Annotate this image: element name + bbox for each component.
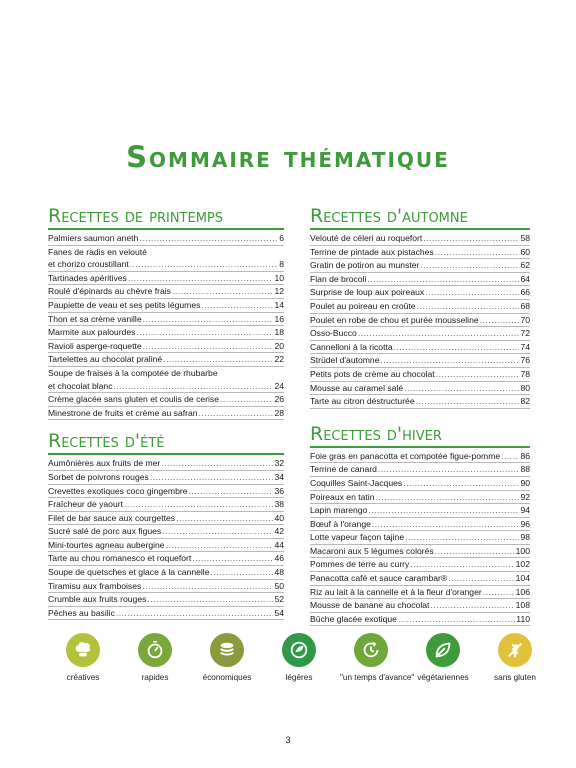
page-ref: 24 (274, 380, 284, 391)
page-ref: 60 (520, 246, 530, 257)
page-ref: 44 (274, 539, 284, 550)
section-ete (48, 430, 284, 620)
dot-leader (398, 613, 515, 626)
toc-entry-line (48, 407, 284, 421)
toc-entry-line (310, 586, 530, 600)
page-ref: 104 (515, 573, 530, 584)
toc-entry (310, 531, 530, 545)
page-ref: 110 (516, 613, 530, 624)
toc-entry (310, 273, 530, 287)
dot-leader (142, 580, 273, 593)
toc-entry (48, 393, 284, 407)
page-ref: 72 (520, 328, 530, 339)
section-title-hiver: Recettes d'hiver (310, 423, 530, 448)
page-ref: 12 (274, 286, 284, 297)
recipe-title: Tiramisu aux framboises (48, 580, 142, 591)
dot-leader (163, 353, 273, 366)
recipe-list-automne (310, 232, 530, 409)
toc-entry (48, 313, 284, 327)
toc-entry (310, 558, 530, 572)
section-hiver (310, 423, 530, 627)
toc-entry-line (310, 341, 530, 355)
recipe-title: Foie gras en panacotta et compotée figue-pomme (310, 450, 501, 461)
leaf-icon (426, 633, 460, 667)
toc-entry-line (48, 471, 284, 485)
toc-entry-line (48, 380, 284, 394)
dot-leader (403, 477, 519, 490)
toc-entry-line (48, 258, 284, 272)
toc-entry (310, 613, 530, 627)
toc-entry (48, 326, 284, 340)
recipe-title: Marmite aux palourdes (48, 327, 136, 338)
toc-entry-line (48, 552, 284, 566)
dot-leader (435, 545, 515, 558)
dot-leader (143, 313, 274, 326)
toc-entry (48, 232, 284, 246)
toc-entry-line (310, 273, 530, 287)
toc-entry-line (310, 463, 530, 477)
toc-entry-line (310, 286, 530, 300)
recipe-title: Surprise de loup aux poireaux (310, 287, 425, 298)
section-title-automne: Recettes d'automne (310, 205, 530, 230)
toc-entry-line (48, 607, 284, 621)
recipe-title: Tarte au citron déstructurée (310, 396, 415, 407)
page-ref: 46 (274, 553, 284, 564)
toc-entry (310, 477, 530, 491)
toc-entry (48, 407, 284, 421)
page-ref: 66 (520, 287, 530, 298)
recipe-title: et chocolat blanc (48, 380, 113, 391)
toc-entry (310, 586, 530, 600)
dot-leader (162, 525, 273, 538)
page-ref: 42 (274, 526, 284, 537)
section-printemps (48, 205, 284, 420)
toc-entry-line (310, 354, 530, 368)
page-ref: 108 (515, 600, 530, 611)
category-rapides (124, 633, 186, 683)
recipe-title: Soupe de fraises à la compotée de rhubarbe (48, 367, 218, 378)
toc-entry-line (48, 313, 284, 327)
recipe-title: Poulet en robe de chou et purée mousseline (310, 314, 479, 325)
page-ref: 102 (515, 559, 530, 570)
toc-entry (310, 314, 530, 328)
toc-entry (310, 491, 530, 505)
dot-leader (116, 607, 274, 620)
toc-entry-line (310, 327, 530, 341)
toc-entry-line (310, 491, 530, 505)
category-label: rapides (141, 673, 169, 682)
toc-entry-line (48, 580, 284, 594)
toc-entry (310, 341, 530, 355)
toc-entry (48, 580, 284, 594)
toc-entry-line (310, 314, 530, 328)
page-ref: 96 (520, 518, 530, 529)
toc-entry-line (48, 272, 284, 286)
toc-entry (310, 300, 530, 314)
globe-leaf-icon (282, 633, 316, 667)
dot-leader (124, 498, 273, 511)
dot-leader (367, 273, 519, 286)
page-ref: 70 (520, 314, 530, 325)
toc-entry-line-continued (48, 367, 284, 380)
dot-leader (143, 340, 274, 353)
recipe-title: Flan de brocoli (310, 273, 367, 284)
dot-leader (501, 450, 519, 463)
toc-entry (48, 539, 284, 553)
page-ref: 32 (274, 458, 284, 469)
dot-leader (139, 232, 278, 245)
recipe-title: Fraîcheur de yaourt (48, 499, 123, 510)
page-ref: 74 (520, 341, 530, 352)
toc-entry (48, 457, 284, 471)
toc-entry (48, 566, 284, 580)
recipe-title: Crème glacée sans gluten et coulis de cerise (48, 394, 220, 405)
toc-entry-line-continued (48, 246, 284, 259)
category-legeres (268, 633, 330, 683)
dot-leader (378, 463, 520, 476)
dot-leader (211, 566, 274, 579)
recipe-title: Sorbet de poivrons rouges (48, 471, 149, 482)
recipe-title: Pommes de terre au curry (310, 559, 410, 570)
toc-entry (310, 463, 530, 477)
dot-leader (199, 407, 274, 420)
page-ref: 10 (274, 272, 284, 283)
toc-entry-line (310, 450, 530, 464)
toc-entry (310, 368, 530, 382)
category-creatives (52, 633, 114, 683)
page-ref: 90 (520, 477, 530, 488)
toc-entry (310, 395, 530, 409)
section-title-ete: Recettes d'été (48, 430, 284, 455)
dot-leader (372, 518, 520, 531)
category-legend (52, 633, 546, 683)
dot-leader (128, 272, 274, 285)
recipe-title: Mini-tourtes agneau aubergine (48, 539, 165, 550)
category-label: légères (285, 673, 313, 682)
section-automne (310, 205, 530, 409)
toc-entry-line (48, 457, 284, 471)
page-ref: 50 (274, 580, 284, 591)
page-ref: 94 (520, 505, 530, 516)
page-ref: 52 (274, 594, 284, 605)
toc-entry (310, 572, 530, 586)
recipe-title: Terrine de canard (310, 464, 377, 475)
toc-entry-line (48, 512, 284, 526)
toc-entry (310, 450, 530, 464)
page-ref: 54 (274, 607, 284, 618)
toc-entry-line (48, 353, 284, 367)
recipe-title: Poulet au poireau en croûte (310, 300, 416, 311)
page-ref: 22 (274, 354, 284, 365)
recipe-title: et chorizo croustillant (48, 259, 129, 270)
toc-entry-line (48, 485, 284, 499)
toc-entry (310, 246, 530, 260)
recipe-title: Lapin marengo (310, 505, 368, 516)
toc-entry-line (48, 232, 284, 246)
recipe-title: Soupe de quetsches et glace à la cannelle (48, 567, 210, 578)
page-ref: 14 (274, 299, 284, 310)
recipe-title: Strüdel d'automne (310, 355, 380, 366)
dot-leader (189, 485, 274, 498)
dot-leader (404, 382, 519, 395)
toc-entry-line (48, 340, 284, 354)
recipe-title: Riz au lait à la cannelle et à la fleur d'oranger (310, 586, 482, 597)
page-ref: 86 (520, 450, 530, 461)
toc-entry-line (310, 259, 530, 273)
page-ref: 100 (515, 545, 530, 556)
page-number: 3 (285, 735, 291, 745)
dot-leader (420, 259, 519, 272)
dot-leader (136, 326, 273, 339)
recipe-title: Bûche glacée exotique (310, 613, 397, 624)
toc-entry-line (48, 525, 284, 539)
recipe-title: Tartelettes au chocolat praliné (48, 354, 163, 365)
toc-entry-line (310, 531, 530, 545)
recipe-title: Gratin de potiron au munster (310, 260, 420, 271)
toc-entry (310, 504, 530, 518)
toc-entry (48, 593, 284, 607)
dot-leader (192, 552, 273, 565)
page-ref: 88 (520, 464, 530, 475)
recipe-list-printemps (48, 232, 284, 420)
recipe-title: Roulé d'épinards au chèvre frais (48, 286, 171, 297)
toc-entry-line (48, 593, 284, 607)
dot-leader (448, 572, 514, 585)
page-ref: 26 (274, 394, 284, 405)
dot-leader (394, 341, 520, 354)
toc-entry-line (310, 382, 530, 396)
dot-leader (130, 258, 278, 271)
category-economiques (196, 633, 258, 683)
recipe-title: Mousse au caramel salé (310, 382, 404, 393)
stopwatch-icon (138, 633, 172, 667)
page-ref: 64 (520, 273, 530, 284)
toc-entry-line (310, 368, 530, 382)
page-ref: 58 (520, 233, 530, 243)
page-ref: 40 (274, 512, 284, 523)
page-ref: 92 (520, 491, 530, 502)
page-ref: 62 (520, 260, 530, 271)
dot-leader (410, 558, 514, 571)
recipe-title: Macaroni aux 5 légumes colorés (310, 545, 434, 556)
toc-entry-line (48, 326, 284, 340)
dot-leader (483, 586, 515, 599)
dot-leader (416, 395, 520, 408)
dot-leader (405, 531, 519, 544)
toc-entry (310, 286, 530, 300)
dot-leader (201, 299, 273, 312)
recipe-title: Sucré salé de porc aux figues (48, 526, 162, 537)
coins-icon (210, 633, 244, 667)
recipe-list-hiver (310, 450, 530, 627)
toc-entry-line (310, 232, 530, 246)
right-column (310, 205, 530, 636)
toc-entry (48, 552, 284, 566)
recipe-title: Filet de bar sauce aux courgettes (48, 512, 176, 523)
category-temps-avance (340, 633, 415, 683)
toc-entry-line (48, 566, 284, 580)
toc-entry (48, 367, 284, 393)
recipe-title: Ravioli asperge-roquette (48, 340, 142, 351)
category-sans-gluten (484, 633, 546, 683)
recipe-title: Petits pots de crème au chocolat (310, 368, 435, 379)
toc-entry (48, 498, 284, 512)
recipe-title: Crevettes exotiques coco gingembre (48, 485, 188, 496)
toc-entry (48, 353, 284, 367)
chef-hat-icon (66, 633, 100, 667)
page-ref: 48 (274, 567, 284, 578)
dot-leader (147, 593, 273, 606)
toc-entry (48, 485, 284, 499)
page-ref: 98 (520, 532, 530, 543)
recipe-title: Poireaux en tatin (310, 491, 375, 502)
page-ref: 28 (274, 407, 284, 418)
dot-leader (417, 300, 520, 313)
toc-entry (48, 285, 284, 299)
page-ref: 8 (279, 259, 284, 270)
left-column (48, 205, 284, 630)
dot-leader (358, 327, 520, 340)
category-label: économiques (202, 673, 252, 682)
recipe-title: Mousse de banane au chocolat (310, 600, 430, 611)
page-ref: 80 (520, 382, 530, 393)
recipe-title: Lotte vapeur façon tajine (310, 532, 405, 543)
toc-entry (310, 382, 530, 396)
toc-entry-line (48, 498, 284, 512)
section-title-printemps: Recettes de printemps (48, 205, 284, 230)
page-ref: 6 (279, 233, 284, 243)
dot-leader (423, 232, 519, 245)
dot-leader (376, 491, 520, 504)
toc-entry (48, 246, 284, 272)
recipe-title: Bœuf à l'orange (310, 518, 371, 529)
toc-entry-line (310, 504, 530, 518)
toc-entry-line (310, 599, 530, 613)
category-label: végétariennes (417, 673, 469, 682)
clock-arrow-icon (354, 633, 388, 667)
recipe-title: Thon et sa crème vanille (48, 313, 142, 324)
toc-entry-line (310, 545, 530, 559)
recipe-title: Osso-Bucco (310, 328, 357, 339)
toc-entry-line (310, 518, 530, 532)
recipe-title: Tarte au chou romanesco et roquefort (48, 553, 192, 564)
toc-entry-line (310, 246, 530, 260)
page-ref: 20 (274, 340, 284, 351)
wheat-crossed-icon (498, 633, 532, 667)
recipe-title: Minestrone de fruits et crème au safran (48, 407, 198, 418)
toc-entry-line (310, 395, 530, 409)
toc-entry (310, 327, 530, 341)
toc-entry (310, 259, 530, 273)
toc-entry-line (48, 285, 284, 299)
dot-leader (166, 539, 274, 552)
recipe-title: Fanes de radis en velouté (48, 246, 147, 257)
recipe-title: Coquilles Saint-Jacques (310, 477, 403, 488)
dot-leader (480, 314, 520, 327)
page-ref: 106 (515, 586, 530, 597)
toc-entry-line (48, 299, 284, 313)
page-ref: 68 (520, 300, 530, 311)
page-ref: 78 (520, 368, 530, 379)
category-label: "un temps d'avance" (340, 673, 415, 682)
page-ref: 16 (274, 313, 284, 324)
recipe-title: Pêches au basilic (48, 607, 115, 618)
category-label: sans gluten (494, 673, 536, 682)
dot-leader (172, 285, 273, 298)
toc-entry (48, 272, 284, 286)
page-ref: 38 (274, 499, 284, 510)
toc-entry (48, 512, 284, 526)
dot-leader (368, 504, 519, 517)
recipe-title: Crumble aux fruits rouges (48, 594, 147, 605)
dot-leader (430, 599, 514, 612)
dot-leader (176, 512, 273, 525)
toc-entry (310, 354, 530, 368)
recipe-title: Paupiette de veau et ses petits légumes (48, 299, 201, 310)
recipe-title: Cannelloni à la ricotta (310, 341, 393, 352)
toc-entry (48, 299, 284, 313)
recipe-title: Aumônières aux fruits de mer (48, 458, 161, 469)
dot-leader (161, 457, 273, 470)
toc-entry (310, 599, 530, 613)
dot-leader (425, 286, 519, 299)
toc-entry (48, 471, 284, 485)
toc-entry (310, 545, 530, 559)
page-ref: 18 (274, 327, 284, 338)
toc-entry-line (310, 477, 530, 491)
page-title: Sommaire thématique (126, 140, 450, 174)
toc-entry-line (48, 393, 284, 407)
dot-leader (220, 393, 273, 406)
dot-leader (150, 471, 274, 484)
toc-entry (310, 232, 530, 246)
toc-entry-line (310, 300, 530, 314)
recipe-list-ete (48, 457, 284, 620)
recipe-title: Terrine de pintade aux pistaches (310, 246, 434, 257)
toc-entry (48, 607, 284, 621)
category-label: créatives (66, 673, 100, 682)
toc-entry-line (310, 613, 530, 627)
dot-leader (380, 354, 519, 367)
toc-entry-line (310, 558, 530, 572)
category-vegetariennes (412, 633, 474, 683)
recipe-title: Tartinades apéritives (48, 272, 127, 283)
page-ref: 36 (274, 485, 284, 496)
recipe-title: Panacotta café et sauce carambar® (310, 573, 448, 584)
dot-leader (436, 368, 520, 381)
toc-entry (48, 340, 284, 354)
page-ref: 82 (520, 396, 530, 407)
page-ref: 76 (520, 355, 530, 366)
dot-leader (114, 380, 274, 393)
recipe-title: Palmiers saumon aneth (48, 233, 139, 243)
recipe-title: Velouté de céleri au roquefort (310, 233, 423, 243)
toc-entry-line (310, 572, 530, 586)
toc-entry-line (48, 539, 284, 553)
toc-entry (310, 518, 530, 532)
toc-entry (48, 525, 284, 539)
dot-leader (435, 246, 520, 259)
page-ref: 34 (274, 471, 284, 482)
